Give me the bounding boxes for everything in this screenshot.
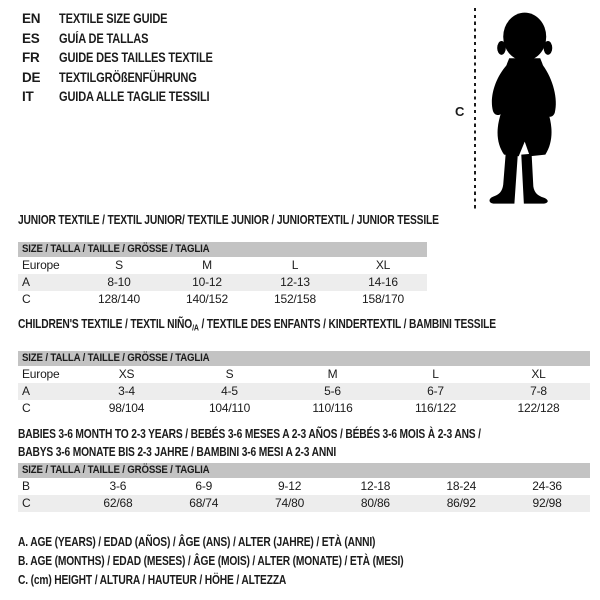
table-cell: 80/86 — [360, 496, 390, 510]
table-row — [18, 478, 590, 495]
table-row — [18, 495, 590, 512]
table-cell: M — [327, 366, 338, 381]
language-code: DE — [22, 69, 41, 85]
row-label: Europe — [22, 258, 60, 272]
table-cell: L — [432, 366, 439, 381]
table-row — [18, 274, 427, 291]
table-row — [18, 383, 590, 400]
table-cell: S — [115, 258, 123, 272]
childrens-textile-table — [18, 318, 590, 417]
table-cell: 122/128 — [517, 400, 560, 415]
table-cell: 158/170 — [362, 292, 404, 306]
table-cell: 8-10 — [107, 275, 131, 289]
language-title: GUIDA ALLE TAGLIE TESSILI — [59, 89, 210, 105]
table-cell: 3-4 — [118, 383, 135, 398]
table-cell: S — [225, 366, 234, 381]
table-body — [18, 478, 590, 512]
table-row — [18, 291, 427, 308]
footnote-text: B. AGE (MONTHS) / EDAD (MESES) / ÂGE (MOIS) / ALTER (MONATE) / ETÀ (MESI) — [18, 553, 404, 568]
table-cell: 74/80 — [275, 496, 305, 510]
table-row — [18, 366, 590, 383]
language-code: EN — [22, 11, 41, 26]
table-cell: 98/104 — [108, 400, 145, 415]
table-row — [18, 257, 427, 274]
size-header-band — [18, 351, 590, 366]
table-cell: XL — [375, 258, 391, 272]
row-label: C — [22, 400, 31, 415]
footnote-b — [18, 552, 488, 571]
height-measure-dashed-line — [474, 8, 476, 210]
table-cell: 128/140 — [98, 292, 140, 306]
table-body — [18, 257, 427, 308]
size-header-text: SIZE / TALLA / TAILLE / GRÖSSE / TAGLIA — [22, 464, 210, 476]
size-header-band — [18, 242, 427, 257]
footnote-c — [18, 571, 488, 590]
language-row-de — [22, 68, 247, 88]
title-suffix: / TEXTILE DES ENFANTS / KINDERTEXTIL / BAMBINI TESSILE — [198, 317, 496, 331]
language-code: ES — [22, 30, 40, 46]
table-title-line1 — [18, 426, 590, 444]
table-cell: 6-7 — [427, 383, 444, 398]
table-cell: 14-16 — [368, 275, 398, 289]
language-title: GUÍA DE TALLAS — [59, 30, 149, 46]
language-row-es — [22, 29, 247, 49]
table-cell: 10-12 — [192, 275, 222, 289]
babies-textile-table — [18, 426, 590, 512]
table-cell: XS — [118, 366, 135, 381]
table-row — [18, 400, 590, 417]
title-prefix: CHILDREN'S TEXTILE / TEXTIL NIÑO — [18, 317, 193, 331]
table-cell: 12-13 — [280, 275, 310, 289]
language-row-fr — [22, 48, 247, 68]
size-header-text: SIZE / TALLA / TAILLE / GRÖSSE / TAGLIA — [22, 351, 210, 364]
table-cell: 68/74 — [189, 496, 219, 510]
table-cell: 86/92 — [446, 496, 476, 510]
row-label: C — [22, 496, 31, 510]
footnotes — [18, 533, 488, 589]
size-header-text: SIZE / TALLA / TAILLE / GRÖSSE / TAGLIA — [22, 243, 210, 255]
footnote-a — [18, 533, 488, 552]
size-header-band — [18, 463, 590, 478]
table-body — [18, 366, 590, 417]
height-measure-label: C — [455, 104, 465, 119]
language-row-it — [22, 87, 247, 107]
junior-textile-table — [18, 213, 439, 308]
row-label: B — [22, 479, 30, 493]
table-title-text: BABYS 3-6 MONATE BIS 2-3 JAHRE / BAMBINI 3-6 MESI A 2-3 ANNI — [18, 444, 337, 459]
table-cell: L — [291, 258, 299, 272]
table-cell: 18-24 — [446, 479, 477, 493]
table-cell: 140/152 — [186, 292, 228, 306]
language-row-en — [22, 9, 247, 29]
footnote-text: C. (cm) HEIGHT / ALTURA / HAUTEUR / HÖHE / ALTEZZA — [18, 572, 287, 587]
language-title: TEXTILGRÖßENFÜHRUNG — [59, 69, 197, 85]
table-title-text: BABIES 3-6 MONTH TO 2-3 YEARS / BEBÉS 3-6 MESES A 2-3 AÑOS / BÉBÉS 3-6 MOIS À 2-3 ANS / — [18, 427, 481, 441]
table-cell: 5-6 — [324, 383, 341, 398]
table-title-line2 — [18, 444, 590, 462]
baby-silhouette-image — [480, 10, 566, 208]
row-label: A — [22, 275, 30, 289]
table-cell: 6-9 — [195, 479, 213, 493]
table-cell: M — [202, 258, 212, 272]
table-cell: 92/98 — [532, 496, 562, 510]
row-label: Europe — [22, 366, 60, 381]
table-cell: 62/68 — [103, 496, 133, 510]
table-title — [18, 213, 439, 227]
table-cell: 3-6 — [109, 479, 127, 493]
table-cell: 4-5 — [221, 383, 238, 398]
table-cell: XL — [531, 366, 546, 381]
table-cell: 9-12 — [277, 479, 302, 493]
language-code: IT — [22, 89, 34, 105]
table-title-text — [18, 318, 496, 335]
table-title-text: JUNIOR TEXTILE / TEXTIL JUNIOR/ TEXTILE JUNIOR / JUNIORTEXTIL / JUNIOR TESSILE — [18, 213, 439, 227]
title-subscript: /A — [192, 322, 199, 333]
table-cell: 152/158 — [274, 292, 316, 306]
language-code: FR — [22, 50, 40, 66]
row-label: C — [22, 292, 31, 306]
table-cell: 24-36 — [532, 479, 562, 493]
language-list — [22, 9, 247, 107]
footnote-text: A. AGE (YEARS) / EDAD (AÑOS) / ÂGE (ANS) / ALTER (JAHRE) / ETÀ (ANNI) — [18, 535, 376, 549]
table-title — [18, 318, 590, 335]
table-cell: 116/122 — [414, 400, 457, 415]
row-label: A — [22, 383, 30, 398]
language-title: TEXTILE SIZE GUIDE — [59, 11, 168, 26]
table-cell: 104/110 — [208, 400, 251, 415]
language-title: GUIDE DES TAILLES TEXTILE — [59, 50, 213, 66]
table-cell: 110/116 — [312, 400, 353, 415]
table-cell: 7-8 — [530, 383, 547, 398]
table-cell: 12-18 — [360, 479, 391, 493]
